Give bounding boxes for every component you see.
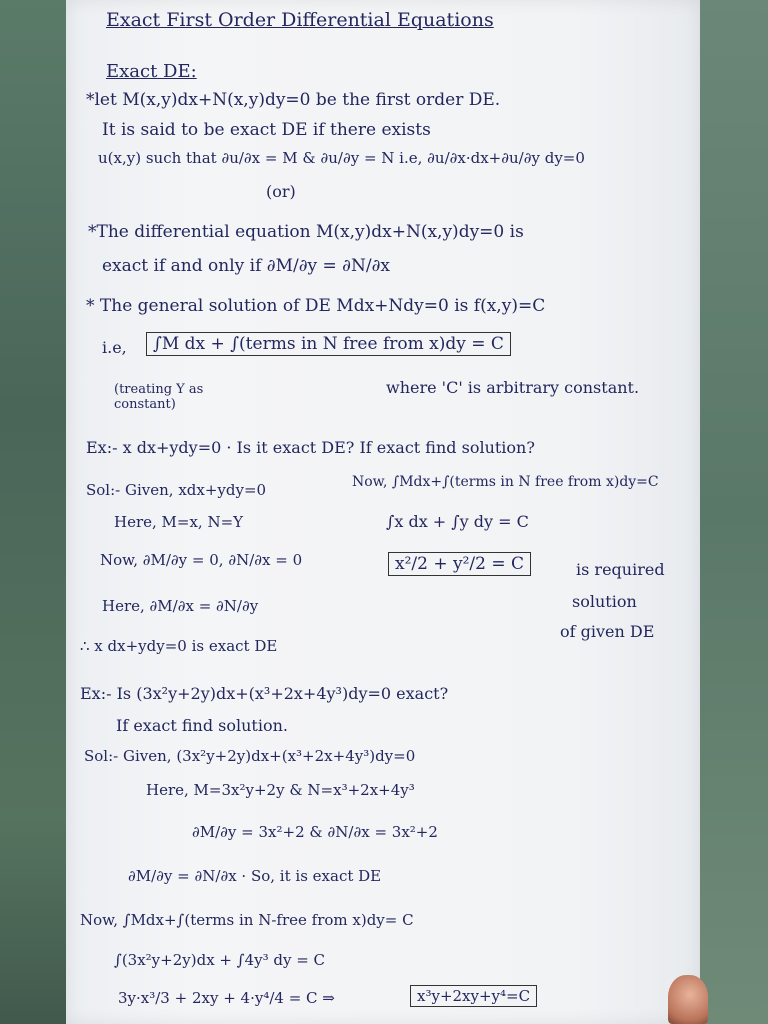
heading-exact-de: Exact DE: bbox=[106, 61, 197, 82]
notebook-page bbox=[66, 0, 700, 1024]
given-de-text: of given DE bbox=[560, 622, 655, 641]
arbitrary-constant-note: where 'C' is arbitrary constant. bbox=[386, 378, 640, 397]
example-2-question-line-2: If exact find solution. bbox=[116, 716, 288, 735]
example-2-given: Sol:- Given, (3x²y+2y)dx+(x³+2x+4y³)dy=0 bbox=[84, 747, 416, 765]
example-2-answer-box: x³y+2xy+y⁴=C bbox=[410, 985, 537, 1007]
page-title: Exact First Order Differential Equations bbox=[106, 9, 494, 31]
or-text: (or) bbox=[266, 182, 296, 201]
example-1-comparison: Here, ∂M/∂x = ∂N/∂y bbox=[102, 597, 259, 615]
example-1-now: Now, ∫Mdx+∫(terms in N free from x)dy=C bbox=[352, 474, 659, 490]
example-1-result-box: x²/2 + y²/2 = C bbox=[388, 552, 531, 576]
general-solution-line: * The general solution of DE Mdx+Ndy=0 is f(x,y)=C bbox=[86, 296, 546, 316]
example-2-question: Ex:- Is (3x²y+2y)dx+(x³+2x+4y³)dy=0 exact? bbox=[80, 684, 449, 703]
general-solution-formula bbox=[146, 334, 700, 354]
example-1-integral: ∫x dx + ∫y dy = C bbox=[386, 512, 529, 531]
ie-label: i.e, bbox=[102, 338, 127, 357]
example-2-working: 3y·x³/3 + 2xy + 4·y⁴/4 = C ⇒ bbox=[118, 989, 335, 1007]
example-1-partials: Now, ∂M/∂y = 0, ∂N/∂x = 0 bbox=[100, 551, 303, 569]
condition-line-1: *The differential equation M(x,y)dx+N(x,y)dy=0 is bbox=[88, 222, 524, 242]
definition-line-3: u(x,y) such that ∂u/∂x = M & ∂u/∂y = N i.e, ∂u/∂x·dx+∂u/∂y dy=0 bbox=[98, 149, 585, 167]
example-2-partials: ∂M/∂y = 3x²+2 & ∂N/∂x = 3x²+2 bbox=[192, 823, 438, 841]
example-2-answer bbox=[410, 986, 700, 1006]
thumb bbox=[668, 975, 708, 1024]
example-1-here: Here, M=x, N=Y bbox=[114, 513, 244, 531]
example-1-conclusion: ∴ x dx+ydy=0 is exact DE bbox=[80, 637, 278, 655]
example-2-here: Here, M=3x²y+2y & N=x³+2x+4y³ bbox=[146, 781, 415, 799]
example-1-given: Sol:- Given, xdx+ydy=0 bbox=[86, 481, 267, 499]
condition-line-2: exact if and only if ∂M/∂y = ∂N/∂x bbox=[102, 256, 390, 276]
example-2-integral: ∫(3x²y+2y)dx + ∫4y³ dy = C bbox=[114, 951, 326, 969]
example-2-now: Now, ∫Mdx+∫(terms in N-free from x)dy= C bbox=[80, 911, 414, 929]
required-text: is required bbox=[576, 560, 665, 579]
example-1-question: Ex:- x dx+ydy=0 · Is it exact DE? If exact find solution? bbox=[86, 438, 535, 457]
example-2-exact: ∂M/∂y = ∂N/∂x · So, it is exact DE bbox=[128, 867, 382, 885]
treating-y-note: (treating Y as constant) bbox=[114, 382, 204, 412]
general-solution-box: ∫M dx + ∫(terms in N free from x)dy = C bbox=[146, 332, 511, 356]
definition-line-1: *let M(x,y)dx+N(x,y)dy=0 be the first order DE. bbox=[86, 90, 501, 110]
definition-line-2: It is said to be exact DE if there exists bbox=[102, 120, 431, 140]
background-right bbox=[700, 0, 768, 1024]
background-left bbox=[0, 0, 66, 1024]
solution-text: solution bbox=[572, 592, 637, 611]
